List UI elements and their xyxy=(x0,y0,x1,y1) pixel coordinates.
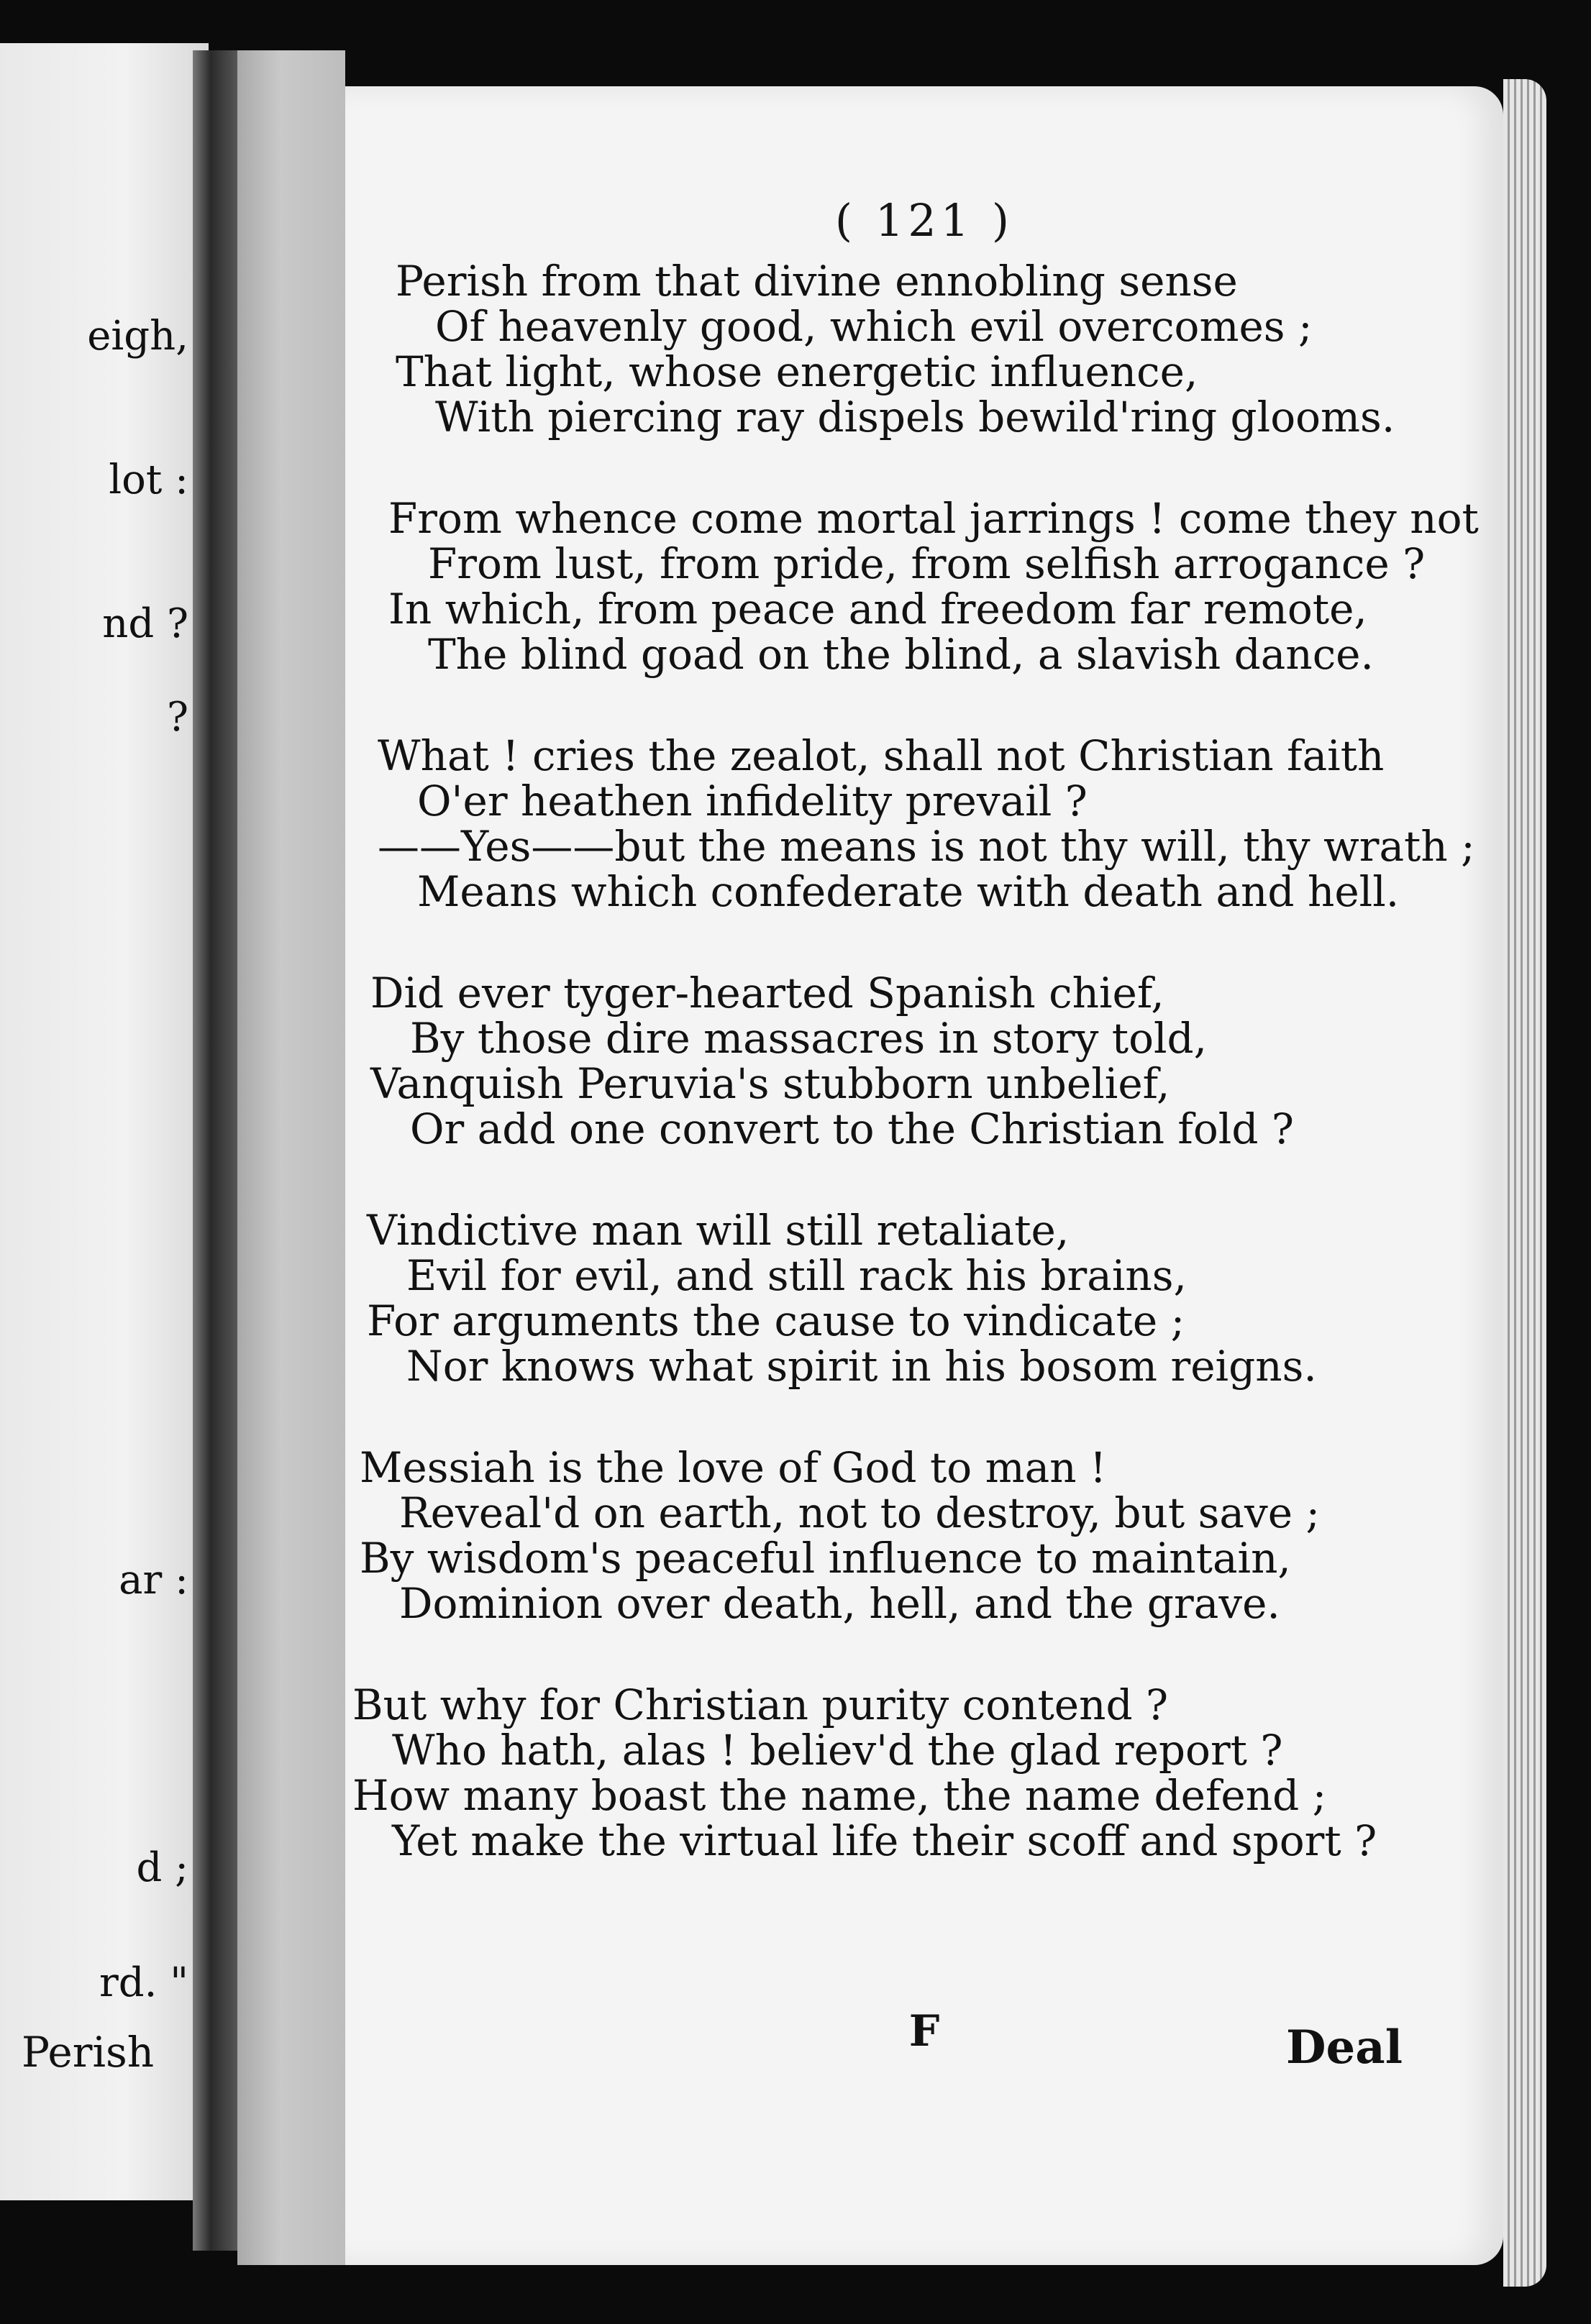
verse-line: Perish from that divine ennobling sense xyxy=(396,257,1238,306)
verse-line: By those dire massacres in story told, xyxy=(410,1014,1208,1063)
verse-line: From lust, from pride, from selfish arrogance ? xyxy=(428,539,1426,588)
verse-line: Messiah is the love of God to man ! xyxy=(360,1443,1107,1492)
signature-mark: F xyxy=(908,2006,940,2057)
verse-line: Means which confederate with death and hell. xyxy=(417,867,1400,916)
stanza xyxy=(360,1445,1439,1627)
stanza xyxy=(352,1680,1431,1865)
verse-line: ——Yes——but the means is not thy will, thy wrath ; xyxy=(378,822,1475,871)
verse-line: Who hath, alas ! believ'd the glad report ? xyxy=(392,1726,1283,1775)
right-page xyxy=(345,86,1503,2265)
verse-line: Did ever tyger-hearted Spanish chief, xyxy=(370,969,1164,1017)
verse-line: The blind goad on the blind, a slavish dance. xyxy=(428,630,1374,679)
page-number: ( 121 ) xyxy=(834,194,1014,247)
verse-line: Reveal'd on earth, not to destroy, but save ; xyxy=(399,1488,1321,1537)
stanza xyxy=(378,731,1475,916)
verse-line: Nor knows what spirit in his bosom reigns. xyxy=(406,1342,1317,1391)
left-page xyxy=(0,43,209,2200)
stanza xyxy=(370,971,1449,1152)
left-page-fragment: lot : xyxy=(109,457,188,503)
catchword: Deal xyxy=(1286,2021,1403,2074)
verse-line: Of heavenly good, which evil overcomes ; xyxy=(435,302,1313,351)
verse-line: O'er heathen infidelity prevail ? xyxy=(417,777,1088,825)
left-page-fragment: nd ? xyxy=(102,600,188,647)
verse-line: How many boast the name, the name defend ; xyxy=(352,1771,1327,1820)
verse-line: That light, whose energetic influence, xyxy=(396,347,1198,396)
verse-line: Or add one convert to the Christian fold ? xyxy=(410,1104,1295,1153)
verse-line: With piercing ray dispels bewild'ring glooms. xyxy=(435,393,1395,442)
stanza xyxy=(396,259,1474,440)
page-edges xyxy=(1503,79,1546,2287)
verse-line: Evil for evil, and still rack his brains, xyxy=(406,1251,1187,1300)
verse-line: Vanquish Peruvia's stubborn unbelief, xyxy=(370,1059,1170,1108)
stanza xyxy=(367,1208,1446,1389)
binding-gutter xyxy=(193,50,237,2251)
stanza xyxy=(388,494,1479,679)
left-page-fragment: ar : xyxy=(119,1557,188,1604)
verse-line: In which, from peace and freedom far remote, xyxy=(388,585,1367,633)
left-page-fragment: rd. " xyxy=(99,1959,188,2006)
binding-margin xyxy=(237,50,345,2265)
verse-line: Dominion over death, hell, and the grave. xyxy=(399,1579,1280,1628)
verse-line: Vindictive man will still retaliate, xyxy=(367,1206,1070,1255)
left-page-fragment: d ; xyxy=(136,1844,188,1891)
left-page-catchword: Perish xyxy=(22,2028,155,2077)
left-page-fragment: ? xyxy=(166,694,188,741)
verse-line: For arguments the cause to vindicate ; xyxy=(367,1296,1185,1345)
verse-line: By wisdom's peaceful influence to maintain, xyxy=(360,1534,1291,1583)
verse-line: What ! cries the zealot, shall not Christian faith xyxy=(378,731,1385,780)
left-page-fragment: eigh, xyxy=(87,313,188,360)
verse-line: From whence come mortal jarrings ! come they not xyxy=(388,494,1479,543)
verse-line: Yet make the virtual life their scoff and sport ? xyxy=(392,1816,1377,1865)
verse-line: But why for Christian purity contend ? xyxy=(352,1680,1169,1729)
